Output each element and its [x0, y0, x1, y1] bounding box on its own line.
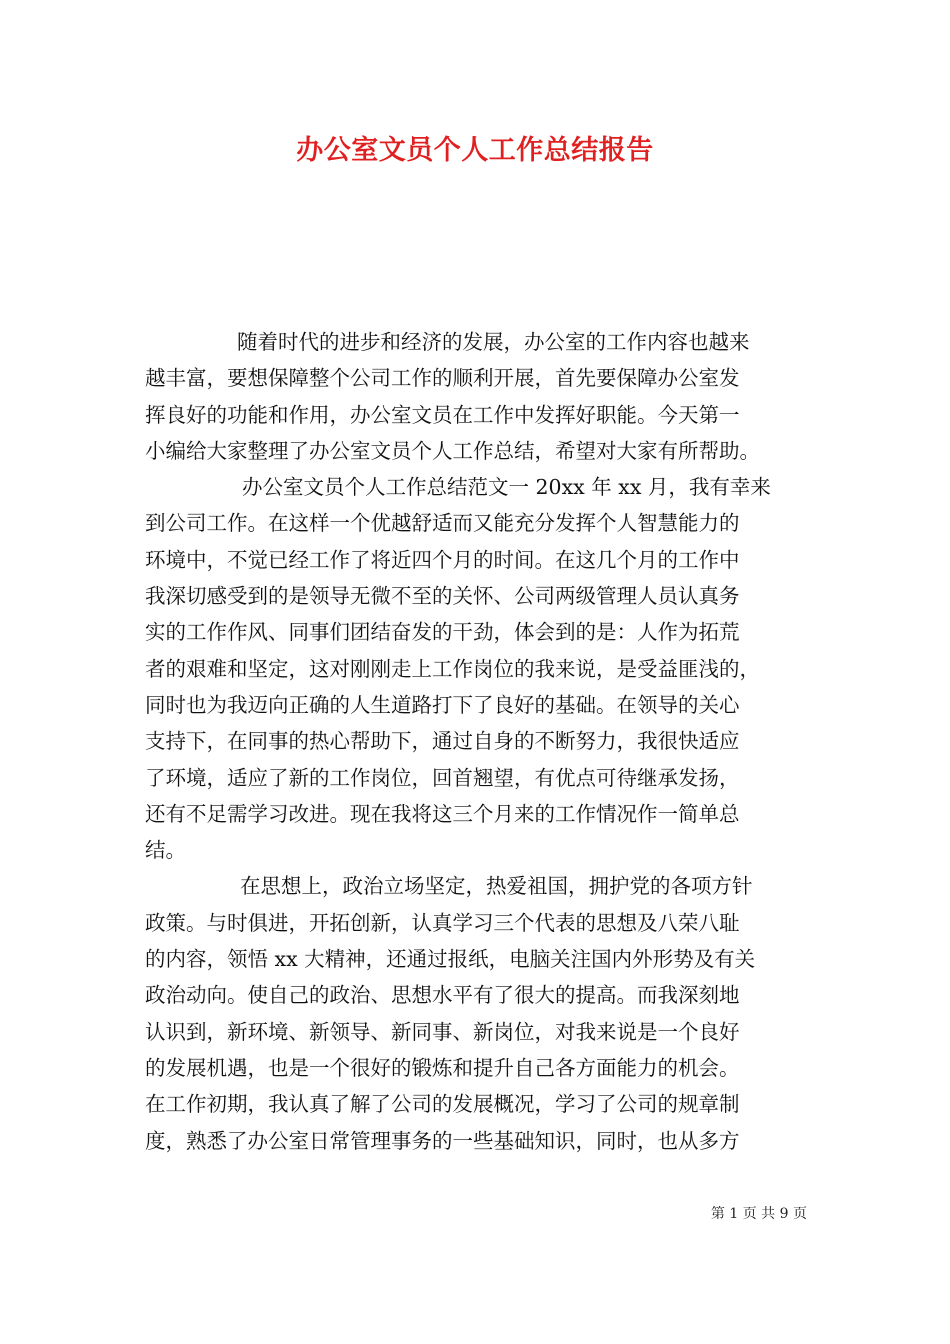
text-line: 的发展机遇，也是一个很好的锻炼和提升自己各方面能力的机会。: [145, 1055, 740, 1080]
text-line: 办公室文员个人工作总结范文一 20xx 年 xx 月，我有幸来: [242, 475, 771, 500]
text-line: 同时也为我迈向正确的人生道路打下了良好的基础。在领导的关心: [145, 692, 740, 717]
text-line: 的内容，领悟 xx 大精神，还通过报纸，电脑关注国内外形势及有关: [145, 947, 756, 972]
text-line: 小编给大家整理了办公室文员个人工作总结，希望对大家有所帮助。: [145, 438, 760, 463]
text-line: 还有不足需学习改进。现在我将这三个月来的工作情况作一简单总: [145, 801, 740, 826]
page-title: 办公室文员个人工作总结报告: [296, 135, 654, 166]
text-line: 者的艰难和坚定，这对刚刚走上工作岗位的我来说，是受益匪浅的，: [145, 656, 760, 681]
text-line: 结。: [145, 838, 186, 863]
text-line: 政治动向。使自己的政治、思想水平有了很大的提高。而我深刻地: [145, 983, 740, 1008]
text-line: 认识到，新环境、新领导、新同事、新岗位，对我来说是一个良好: [145, 1019, 740, 1044]
text-line: 在工作初期，我认真了解了公司的发展概况，学习了公司的规章制: [145, 1092, 740, 1117]
text-line: 越丰富，要想保障整个公司工作的顺利开展，首先要保障办公室发: [145, 366, 740, 391]
document-body: [145, 324, 830, 1159]
page-footer: 第 1 页 共 9 页: [710, 1206, 807, 1222]
text-line: 实的工作作风、同事们团结奋发的干劲，体会到的是：人作为拓荒: [145, 620, 740, 645]
text-line: 了环境，适应了新的工作岗位，回首翘望，有优点可待继承发扬，: [145, 765, 740, 790]
text-line: 政策。与时俱进，开拓创新，认真学习三个代表的思想及八荣八耻: [145, 910, 740, 935]
text-line: 环境中，不觉已经工作了将近四个月的时间。在这几个月的工作中: [145, 547, 740, 572]
text-line: 挥良好的功能和作用，办公室文员在工作中发挥好职能。今天第一: [145, 402, 740, 427]
text-line: 我深切感受到的是领导无微不至的关怀、公司两级管理人员认真务: [145, 584, 740, 609]
text-line: 在思想上，政治立场坚定，热爱祖国，拥护党的各项方针: [240, 874, 753, 899]
text-line: 到公司工作。在这样一个优越舒适而又能充分发挥个人智慧能力的: [145, 511, 740, 536]
text-line: 度，熟悉了办公室日常管理事务的一些基础知识，同时，也从多方: [145, 1128, 740, 1153]
text-line: 支持下，在同事的热心帮助下，通过自身的不断努力，我很快适应: [145, 729, 740, 754]
text-line: 随着时代的进步和经济的发展，办公室的工作内容也越来: [237, 330, 750, 354]
